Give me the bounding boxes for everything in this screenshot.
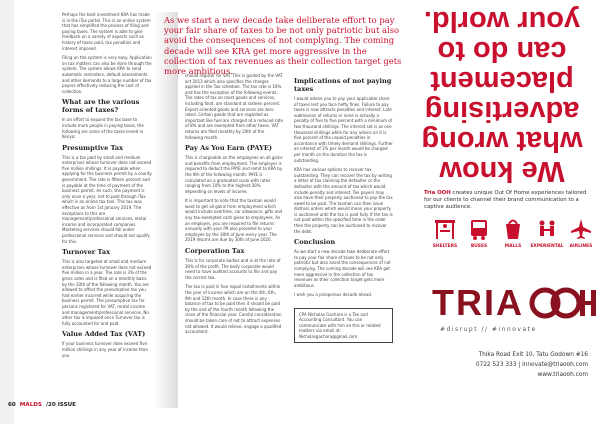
author-bio-box [294, 308, 393, 343]
ad-tagline [424, 190, 592, 211]
ad-website: www.triaooh.com [537, 372, 588, 378]
paragraph: should register for VAT. This is guided by the VAT act 2013 which also specifies the charges applied in the Tax schedule. The tax rate is 16% and has the exception of the following events. The rates of tax on most goods and services, including food, are standard at sixteen percent. Export oriented goods and services are zero rated. Certain goods that are regarded as important like fuel are charged at a reduced rate of 8% and are exempted from other taxes. VAT returns are filed monthly by 20th of the following month. [185, 73, 283, 140]
page-footer [8, 402, 158, 408]
paragraph: KRA has various options to recover tax outstanding. They can recover the tax by writing a letter of tax claiming the defaulter or the defaulter with the amount of tax which would include penalty and interest. Tax payers may also have their property auctioned to pay the tax owed to be paid. The taxman can then issue distress orders which would mean your property is auctioned until the tax is paid fully. If the tax is not paid within the specified time in the order then the property can be auctioned to recover the debt. [294, 167, 393, 234]
service-experiential [532, 216, 562, 249]
tria-ooh-advert [410, 0, 600, 424]
tria-ooh-logo [432, 282, 596, 324]
section-heading: Presumptive Tax [62, 143, 124, 152]
airlines-icon [568, 216, 594, 242]
section-heading: Turnover Tax [62, 248, 111, 257]
paragraph: I wish you a prosperous decade ahead. [294, 292, 373, 298]
ad-contact-block [476, 350, 588, 380]
issue-label: /20 ISSUE [45, 402, 76, 408]
service-airlines [566, 216, 596, 249]
ad-tagline-brand: Tria OOH [424, 190, 451, 196]
paragraph: It is important to note that the taxman would want to get all gains from employment which would include overtime, car allowance, gifts and any tax-exempted cash given to employees. As an employer, you are required to file returns annually with your P9 also provided to your employee by the 30th of June every year. The 2019 returns are due by 30th of June 2020. [185, 198, 283, 243]
logo-text: TRIA [432, 282, 524, 323]
page-number: 60 [8, 402, 16, 408]
section-heading: Value Added Tax (VAT) [62, 330, 146, 339]
section-heading: Corporation Tax [185, 247, 245, 256]
section-heading: What are the various forms of taxes? [62, 98, 140, 115]
paragraph: This is chargeable on the employees on all gains and benefits from employment. The employer is required to deduct the PAYE and remit to KRA by the 9th of the following month. PAYE is calculated on a graduated scale with rates ranging from 10% to the highest 30% depending on levels of income. [185, 155, 283, 194]
section-heading: Implications of not paying taxes [294, 77, 392, 93]
service-label: MALLS [504, 244, 522, 249]
malls-icon [500, 216, 526, 242]
page-fold-shadow [0, 0, 14, 424]
paragraph: Filing on the system is very easy. Application on tax matters can also be done through the system. The system allows KRA to send automatic reminders, default assessments and other demands to a large number of tax payers effectively reducing the cost of collection. [62, 55, 152, 94]
section-heading: Pay As You Earn (PAYE) [185, 144, 273, 153]
ooh-logo-mark [528, 286, 596, 320]
section-heading: Conclusion [294, 238, 336, 247]
shelters-icon [432, 216, 458, 242]
paragraph: I would advise you to pay your applicable share of taxes lest you face hefty fines. Failure to pay taxes is now attracts penalties and interest. Late submission of returns or none is actually a penalty of five to five percent with a minimum of two thousand shillings. The interest set is as one thousand shillings while for any advice on it is five percent of the unpaid penalties in accordance with timely demand shillings. Further an interest of 1% per month would be charged per month on the duration the tax is outstanding. [294, 96, 393, 163]
paragraph: In an effort to expand the tax base to include more people in paying taxes, the following are some of the taxes levied in Kenya: [62, 117, 144, 140]
service-shelters [430, 216, 460, 249]
experiential-icon [534, 216, 560, 242]
article-column-1 [62, 12, 152, 362]
service-label: AIRLINES [569, 244, 593, 249]
paragraph: Perhaps the best investment KRA has made is in the iTax portal. This is an online system that has simplified the process of filing and paying taxes. The system is able to give feedback on a variety of aspects such as history of taxes paid, tax penalties and interest imposed. [62, 12, 151, 51]
paragraph: This is for corporate bodies and is at the rate of 30% of the profit. The body corporate would need to have audited accounts to file and pay the correct tax. [185, 258, 281, 280]
paragraph: This is also targeted at small and medium enterprises whose turnover does not exceed five million in a year. The rate is 3% of the gross sales and is filed on a monthly basis by the 20th of the following month. You are allowed to offset the presumptive tax you had earlier incurred while acquiring the business permit. The presumptive tax for persons registered for VAT, rental income and management/professional services. No other tax is imposed once Turnover tax is fully accounted for and paid. [62, 259, 152, 326]
magazine-name: MALDS [19, 402, 42, 408]
logo-tagline: #disrupt // #innovate [440, 326, 537, 333]
service-label: SHELTERS [432, 244, 458, 249]
service-buses [464, 216, 494, 249]
article-column-2 [185, 73, 283, 339]
service-label: EXPERIENTAL [530, 244, 564, 249]
ad-tagline-text: creates unique Out Of Home experiences tailored for our clients to channel their brand communication to a captive audience. [424, 190, 587, 210]
ooh-mark-icon [528, 286, 596, 320]
service-malls [498, 216, 528, 249]
paragraph: As we start a new decade take deliberate effort to pay your fair share of taxes to be not only patriotic but also avoid the consequences of not complying. The coming decade will see KRA get more aggressive in the collection of tax revenues as their collection target gets more ambitious. [294, 249, 391, 288]
article-column-3 [294, 73, 393, 349]
pull-quote: As we start a new decade take deliberate effort to pay your fair share of taxes to be not only patriotic but also avoid the consequences of not complying. The coming decade will see KRA get more aggressive in the collection of tax revenues as their collection target gets more ambitious. [164, 15, 402, 77]
paragraph: The tax is paid in four equal installments within the year of income which are on the 4th, 6th, 9th and 12th month. In case there is any balance of tax to be paid then it should be paid by the end of the fourth month following the close of the financial year. Careful consideration should be taken care of not to attract expenses not allowed. It would relieve, engage a qualified accountant. [185, 284, 282, 335]
service-label: BUSES [470, 244, 488, 249]
author-bio: CPA Nicholas Gachara is a Tax and Accounting Consultant. You can communicate with him on this or related matters via email at: Nicholasgachara@gmail.com [299, 312, 381, 339]
paragraph: If your business turnover does exceed five million shillings in any year of income then you [62, 341, 148, 358]
ad-address: Thika Road Exit 10, Tatu Godown #16 [478, 352, 588, 358]
buses-icon [466, 216, 492, 242]
ad-service-icons [430, 216, 596, 249]
ad-phone-email: 0722 523 333 | innovate@triaooh.com [475, 362, 588, 368]
paragraph: This is a tax paid by small and medium enterprises whose turnover does not exceed five million shillings. It is payable when applying for the business permit by a county government. The rate is fifteen percent and is payable at the time of payment of the business permit. As such, the payment is only once a year, not to paid through iTax which is an online tax tool. This tax was effective as from 1st January 2019. The exceptions to this are management/professional services, rental income and incorporated companies. Marketing services should fall under professional services and should not qualify for this. [62, 154, 152, 244]
ad-headline: We know what wrong advertising placement can do to your world. [421, 5, 583, 187]
